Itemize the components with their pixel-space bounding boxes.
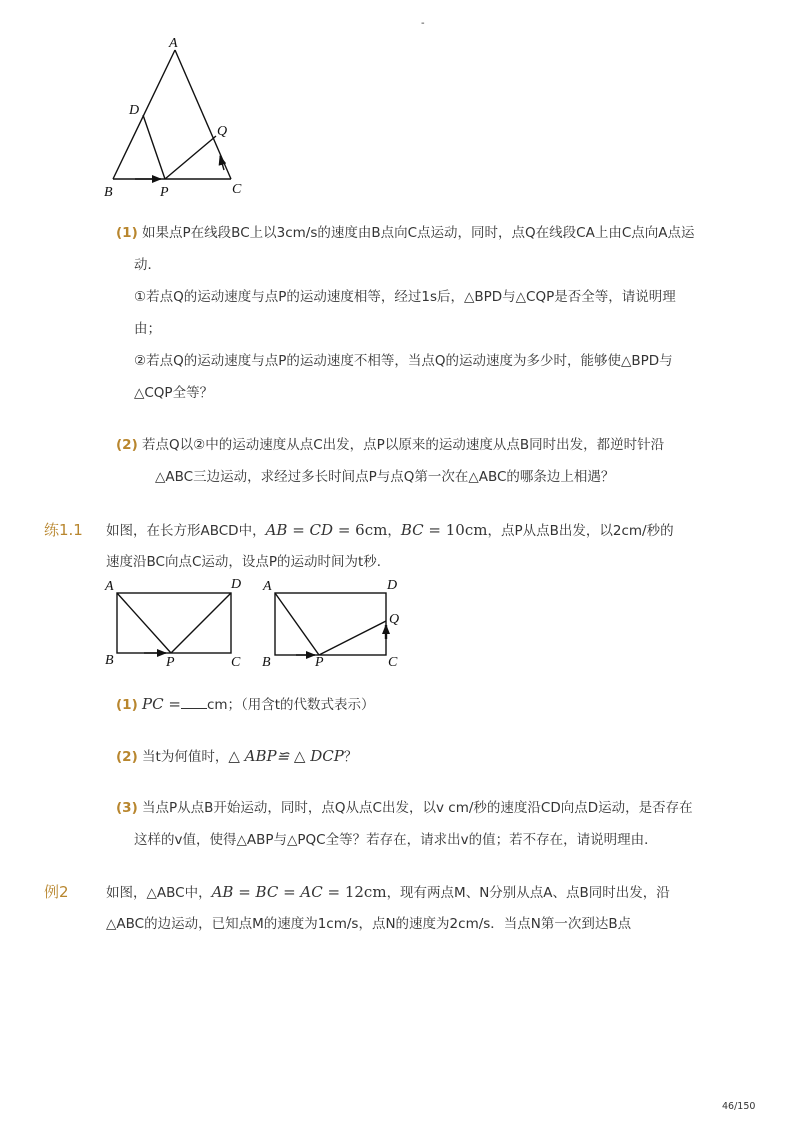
label-d: D bbox=[129, 103, 140, 118]
q1-number: (1) bbox=[116, 225, 138, 241]
q2-line1: (2) 若点Q以②中的运动速度从点C出发，点P以原来的运动速度从点B同时出发，都逆时针沿 bbox=[116, 437, 665, 453]
side-ab bbox=[113, 50, 175, 179]
q1-sub2-line2: △CQP全等？ bbox=[134, 385, 214, 401]
rect-abcd bbox=[275, 593, 386, 655]
segment-ap bbox=[275, 593, 319, 655]
q2-line2: △ABC三边运动，求经过多长时间点P与点Q第一次在△ABC的哪条边上相遇？ bbox=[155, 469, 615, 485]
side-ac bbox=[175, 50, 231, 179]
ex11-part3-line1: (3) 当点P从点B开始运动，同时，点Q从点C出发，以v cm/秒的速度沿CD向点D运动，是否存在 bbox=[116, 800, 693, 816]
label-q: Q bbox=[389, 612, 400, 627]
segment-pq bbox=[165, 136, 216, 179]
label-b: B bbox=[104, 185, 113, 200]
label-p: P bbox=[166, 655, 175, 670]
label-d: D bbox=[387, 578, 398, 593]
triangle-figure bbox=[95, 30, 265, 205]
example-label: 例2 bbox=[44, 883, 69, 901]
rectangle-figure-left bbox=[100, 575, 250, 670]
ex11-part3-line2: 这样的v值，使得△ABP与△PQC全等？若存在，请求出v的值；若不存在，请说明理由． bbox=[134, 832, 658, 848]
q1-sub1-line1: ①若点Q的运动速度与点P的运动速度相等，经过1s后，△BPD与△CQP是否全等，请说明理 bbox=[134, 289, 676, 305]
ex11-part1: (1) PC = cm；（用含t的代数式表示） bbox=[116, 695, 375, 713]
q1-line1: (1) 如果点P在线段BC上以3cm/s的速度由B点向C点运动，同时，点Q在线段CA上由C点向A点运 bbox=[116, 225, 695, 241]
label-c: C bbox=[388, 655, 398, 670]
ex11-line2: 速度沿BC向点C运动，设点P的运动时间为t秒． bbox=[106, 554, 391, 570]
label-q: Q bbox=[217, 124, 228, 139]
label-a: A bbox=[169, 36, 178, 51]
q1-line2: 动． bbox=[134, 257, 161, 273]
label-a: A bbox=[263, 579, 272, 594]
q2-number: (2) bbox=[116, 437, 138, 453]
label-p: P bbox=[160, 185, 169, 200]
ex11-line1: 如图，在长方形ABCD中，AB = CD = 6cm，BC = 10cm，点P从点B出发，以2cm/秒的 bbox=[106, 521, 674, 539]
label-c: C bbox=[231, 655, 241, 670]
ex2-line1: 如图，△ABC中，AB = BC = AC = 12cm，现有两点M、N分别从点A、点B同时出发，沿 bbox=[106, 883, 670, 901]
segment-dp bbox=[143, 115, 165, 179]
page-number: 46/150 bbox=[722, 1101, 756, 1112]
label-a: A bbox=[105, 579, 114, 594]
label-b: B bbox=[262, 655, 271, 670]
top-mark: - bbox=[421, 18, 425, 29]
exercise-label: 练1.1 bbox=[44, 521, 83, 539]
answer-blank[interactable] bbox=[181, 695, 207, 709]
label-b: B bbox=[105, 653, 114, 668]
ex2-line2: △ABC的边运动，已知点M的速度为1cm/s，点N的速度为2cm/s．当点N第一次到达B点 bbox=[106, 916, 632, 932]
label-d: D bbox=[231, 577, 242, 592]
label-p: P bbox=[315, 655, 324, 670]
q1-sub2-line1: ②若点Q的运动速度与点P的运动速度不相等，当点Q的运动速度为多少时，能够使△BPD与 bbox=[134, 353, 673, 369]
segment-pd bbox=[171, 593, 231, 653]
rectangle-figure-right bbox=[258, 575, 408, 670]
q1-sub1-line2: 由； bbox=[134, 321, 161, 337]
segment-ap bbox=[117, 593, 171, 653]
label-c: C bbox=[232, 182, 242, 197]
rect-abcd bbox=[117, 593, 231, 653]
segment-pq bbox=[319, 621, 386, 655]
ex11-part2: (2) 当t为何值时，△ ABP≌ △ DCP？ bbox=[116, 747, 358, 765]
